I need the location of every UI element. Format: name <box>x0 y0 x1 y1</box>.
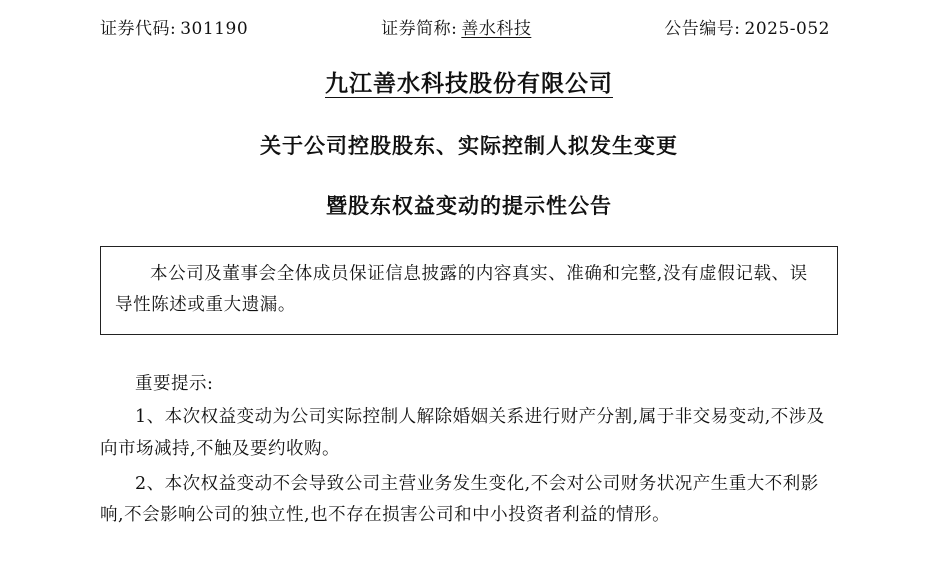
document-header <box>100 14 838 39</box>
announcement-number-value: 2025-052 <box>744 19 830 39</box>
document-title-line-2: 暨股东权益变动的提示性公告 <box>326 193 612 218</box>
document-title-line-1: 关于公司控股股东、实际控制人拟发生变更 <box>260 133 678 158</box>
security-code-value: 301190 <box>180 19 249 39</box>
security-abbreviation <box>381 14 531 39</box>
security-abbreviation-label: 证券简称: <box>381 19 458 39</box>
disclosure-statement-box <box>100 246 838 335</box>
announcement-number-label: 公告编号: <box>664 19 741 39</box>
security-abbreviation-value: 善水科技 <box>461 19 532 39</box>
disclosure-statement-text: 本公司及董事会全体成员保证信息披露的内容真实、准确和完整,没有虚假记载、误导性陈述或重大遗漏。 <box>115 264 808 315</box>
important-notice-item-1: 1、本次权益变动为公司实际控制人解除婚姻关系进行财产分割,属于非交易变动,不涉及向市场减持,不触及要约收购。 <box>100 407 825 459</box>
announcement-number <box>664 14 830 39</box>
important-notice-section <box>100 369 838 531</box>
security-code-label: 证券代码: <box>100 19 177 39</box>
company-name-title: 九江善水科技股份有限公司 <box>325 70 613 97</box>
security-code <box>100 14 248 39</box>
important-notice-item-2: 2、本次权益变动不会导致公司主营业务发生变化,不会对公司财务状况产生重大不利影响,不会影响公司的独立性,也不存在损害公司和中小投资者利益的情形。 <box>100 473 819 525</box>
important-notice-heading: 重要提示: <box>135 374 214 395</box>
